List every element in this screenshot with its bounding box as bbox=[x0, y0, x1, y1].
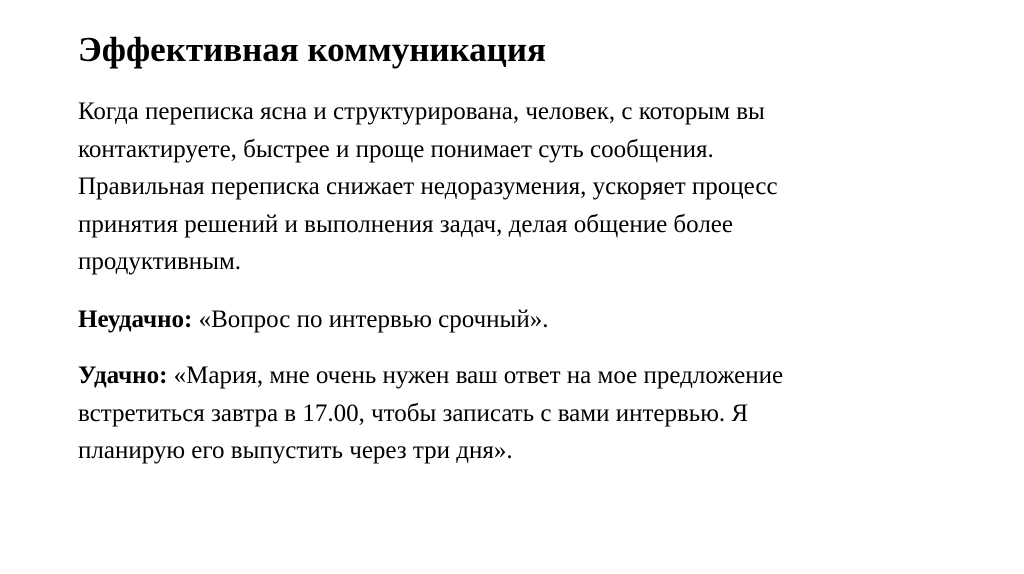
good-example-label: Удачно: bbox=[78, 362, 168, 389]
intro-line: Правильная переписка снижает недоразумения, ускоряет процесс bbox=[78, 173, 778, 200]
intro-line: принятия решений и выполнения задач, делая общение более bbox=[78, 210, 733, 238]
good-example-line bbox=[78, 357, 958, 395]
good-example-text: «Мария, мне очень нужен ваш ответ на мое предложение bbox=[173, 362, 784, 389]
intro-line: Когда переписка ясна и структурирована, человек, с которым вы bbox=[78, 98, 765, 125]
intro-line: контактируете, быстрее и проще понимает суть сообщения. bbox=[78, 135, 714, 163]
good-example-paragraph bbox=[78, 357, 958, 470]
good-example-line: встретиться завтра в 17.00, чтобы записать с вами интервью. Я bbox=[78, 399, 749, 427]
bad-example-label: Неудачно: bbox=[78, 305, 193, 333]
slide-body bbox=[78, 93, 958, 470]
intro-paragraph bbox=[78, 93, 958, 281]
intro-line: продуктивным. bbox=[78, 248, 242, 275]
bad-example-line bbox=[78, 301, 958, 339]
good-example-line: планирую его выпустить через три дня». bbox=[78, 437, 513, 464]
bad-example-paragraph bbox=[78, 301, 958, 339]
bad-example-text: «Вопрос по интервью срочный». bbox=[198, 305, 549, 333]
slide-title: Эффективная коммуникация bbox=[78, 30, 546, 69]
